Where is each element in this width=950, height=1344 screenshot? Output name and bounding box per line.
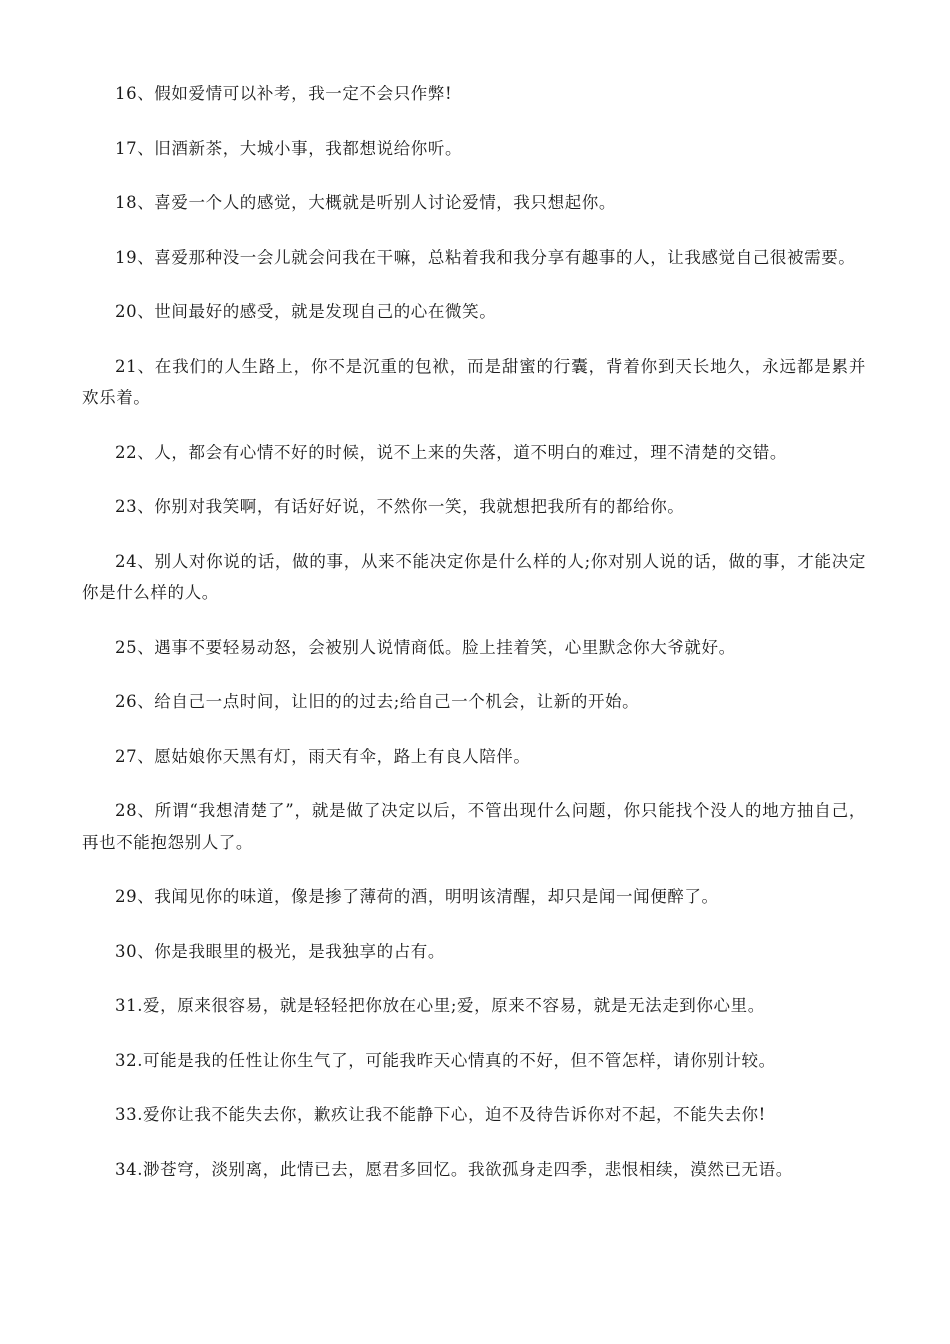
paragraph-18: 18、喜爱一个人的感觉，大概就是听别人讨论爱情，我只想起你。 — [115, 193, 616, 212]
paragraph-21: 21、在我们的人生路上，你不是沉重的包袱，而是甜蜜的行囊，背着你到天长地久，永远都是累并欢乐着。 — [82, 356, 866, 407]
paragraph-25: 25、遇事不要轻易动怒，会被别人说情商低。脸上挂着笑，心里默念你大爷就好。 — [115, 637, 736, 657]
paragraph-16: 16、假如爱情可以补考，我一定不会只作弊! — [115, 84, 453, 103]
paragraph-27: 27、愿姑娘你天黑有灯，雨天有伞，路上有良人陪伴。 — [115, 746, 531, 766]
paragraph-19: 19、喜爱那种没一会儿就会问我在干嘛，总粘着我和我分享有趣事的人，让我感觉自己很被需要。 — [115, 247, 856, 267]
paragraph-26: 26、给自己一点时间，让旧的的过去;给自己一个机会，让新的开始。 — [115, 692, 640, 711]
paragraph-31: 31.爱，原来很容易，就是轻轻把你放在心里;爱，原来不容易，就是无法走到你心里。 — [115, 996, 765, 1015]
paragraph-29: 29、我闻见你的味道，像是掺了薄荷的酒，明明该清醒，却只是闻一闻便醉了。 — [115, 887, 719, 906]
paragraph-32: 32.可能是我的任性让你生气了，可能我昨天心情真的不好，但不管怎样，请你别计较。 — [115, 1050, 776, 1070]
paragraph-22: 22、人，都会有心情不好的时候，说不上来的失落，道不明白的难过，理不清楚的交错。 — [115, 442, 787, 462]
document-body — [82, 78, 866, 1208]
paragraph-30: 30、你是我眼里的极光，是我独享的占有。 — [115, 941, 445, 961]
paragraph-20: 20、世间最好的感受，就是发现自己的心在微笑。 — [115, 302, 497, 321]
paragraph-28: 28、所谓“我想清楚了”，就是做了决定以后，不管出现什么问题，你只能找个没人的地方抽自己，再也不能抱怨别人了。 — [82, 801, 866, 852]
paragraph-24: 24、别人对你说的话，做的事，从来不能决定你是什么样的人;你对别人说的话，做的事，才能决定你是什么样的人。 — [82, 551, 866, 602]
paragraph-23: 23、你别对我笑啊，有话好好说，不然你一笑，我就想把我所有的都给你。 — [115, 497, 685, 516]
paragraph-17: 17、旧酒新茶，大城小事，我都想说给你听。 — [115, 138, 463, 158]
paragraph-34: 34.渺苍穹，淡别离，此情已去，愿君多回忆。我欲孤身走四季，悲恨相续，漠然已无语。 — [115, 1159, 793, 1179]
paragraph-33: 33.爱你让我不能失去你，歉疚让我不能静下心，迫不及待告诉你对不起，不能失去你! — [115, 1105, 766, 1124]
